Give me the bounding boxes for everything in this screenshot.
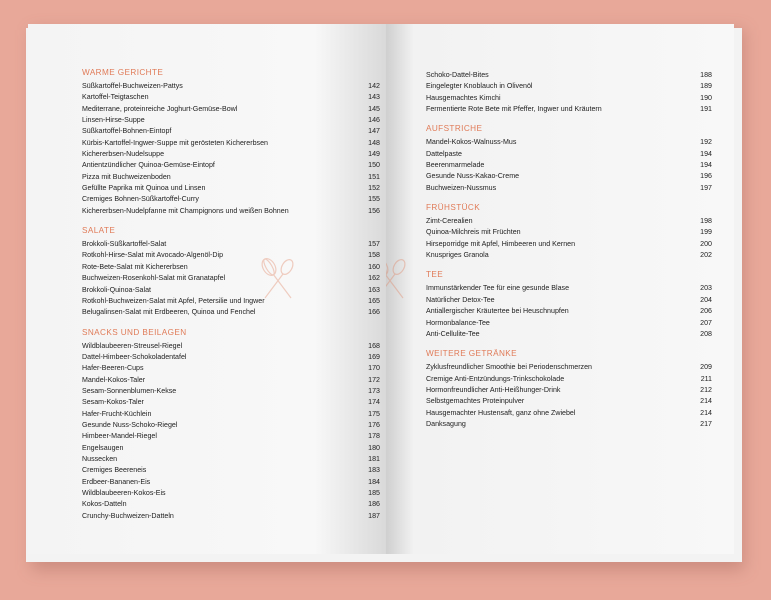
- toc-entry: [82, 409, 380, 420]
- toc-entry-title: Danksagung: [426, 419, 466, 428]
- toc-entry-title: Kichererbsen-Nudelsuppe: [82, 150, 165, 159]
- toc-entry-title: Rotkohl-Hirse-Salat mit Avocado-Algenöl-Dip: [82, 251, 224, 260]
- toc-entry-page-number: 189: [700, 82, 712, 91]
- toc-entry-title: Kokos-Datteln: [82, 500, 127, 509]
- toc-entry-page-number: 194: [700, 161, 712, 170]
- toc-entry: [82, 488, 380, 499]
- toc-entry-page-number: 191: [700, 105, 712, 114]
- toc-entry: [82, 296, 380, 307]
- toc-entry: [426, 239, 712, 250]
- toc-entry: [82, 115, 380, 126]
- toc-entry-page-number: 175: [368, 409, 380, 418]
- toc-entry-title: Sesam-Sonnenblumen-Kekse: [82, 386, 177, 395]
- toc-entry-title: Sesam-Kokos-Taler: [82, 398, 144, 407]
- toc-entry-title: Anti-Cellulite-Tee: [426, 329, 480, 338]
- toc-entry: [82, 262, 380, 273]
- toc-entry: [426, 283, 712, 294]
- toc-entry-page-number: 162: [368, 274, 380, 283]
- toc-entry-page-number: 190: [700, 93, 712, 102]
- toc-entry: [82, 81, 380, 92]
- toc-entry-page-number: 176: [368, 420, 380, 429]
- toc-entry: [82, 104, 380, 115]
- toc-entry-page-number: 181: [368, 454, 380, 463]
- toc-entry: [82, 363, 380, 374]
- toc-entry-title: Antiallergischer Kräutertee bei Heuschnupfen: [426, 307, 569, 316]
- toc-entry-title: Beerenmarmelade: [426, 161, 485, 170]
- toc-entry: [426, 70, 712, 81]
- left-page: [28, 24, 386, 554]
- section-heading: AUFSTRICHE: [426, 124, 483, 134]
- toc-entry-title: Cremiges Bohnen-Süßkartoffel-Curry: [82, 195, 199, 204]
- toc-entry: [426, 318, 712, 329]
- toc-entry-page-number: 188: [700, 71, 712, 79]
- toc-entry: [82, 126, 380, 137]
- toc-entry-title: Pizza mit Buchweizenboden: [82, 172, 171, 181]
- toc-entry: [82, 443, 380, 454]
- toc-entry: [82, 149, 380, 160]
- toc-entry-title: Rotkohl-Buchweizen-Salat mit Apfel, Petersilie und Ingwer: [82, 296, 265, 305]
- toc-entry-title: Hormonbalance-Tee: [426, 318, 490, 327]
- section-heading: TEE: [426, 270, 444, 280]
- toc-entry: [426, 171, 712, 182]
- toc-entry-title: Himbeer-Mandel-Riegel: [82, 432, 157, 441]
- toc-entry-page-number: 146: [368, 116, 380, 125]
- toc-entry: [426, 329, 712, 340]
- toc-entry-page-number: 166: [368, 308, 380, 317]
- toc-entry-page-number: 180: [368, 443, 380, 452]
- toc-entry-title: Gesunde Nuss-Schoko-Riegel: [82, 420, 178, 429]
- toc-entry-page-number: 184: [368, 477, 380, 486]
- toc-entry: [426, 227, 712, 238]
- whisk-spoon-ornament-icon: [386, 256, 412, 302]
- toc-entry-page-number: 150: [368, 161, 380, 170]
- toc-entry-title: Hormonfreundlicher Anti-Heißhunger-Drink: [426, 385, 561, 394]
- section-heading: WARME GERICHTE: [82, 68, 164, 77]
- toc-entry-title: Nussecken: [82, 454, 118, 463]
- toc-entry-page-number: 211: [700, 374, 712, 383]
- toc-entry-title: Quinoa-Milchreis mit Früchten: [426, 228, 521, 237]
- toc-entry: [82, 431, 380, 442]
- toc-entry-title: Hausgemachtes Kimchi: [426, 93, 501, 102]
- toc-entry-title: Hafer-Beeren-Cups: [82, 364, 144, 373]
- toc-entry-page-number: 147: [368, 127, 380, 136]
- toc-entry-page-number: 200: [700, 239, 712, 248]
- toc-entry: [82, 511, 380, 522]
- toc-entry-page-number: 202: [700, 251, 712, 260]
- toc-entry-page-number: 165: [368, 296, 380, 305]
- toc-entry: [426, 419, 712, 430]
- toc-entry: [82, 420, 380, 431]
- toc-entry-page-number: 217: [700, 419, 712, 428]
- toc-entry-title: Crunchy-Buchweizen-Datteln: [82, 511, 174, 520]
- toc-entry-title: Dattel-Himbeer-Schokoladentafel: [82, 352, 187, 361]
- toc-entry-title: Selbstgemachtes Proteinpulver: [426, 397, 525, 406]
- toc-entry-page-number: 197: [700, 183, 712, 192]
- toc-entry-page-number: 214: [700, 408, 712, 417]
- toc-entry: [426, 362, 712, 373]
- toc-entry: [82, 273, 380, 284]
- toc-entry-page-number: 212: [700, 385, 712, 394]
- section-heading: WEITERE GETRÄNKE: [426, 349, 518, 359]
- toc-entry: [426, 216, 712, 227]
- toc-entry-page-number: 178: [368, 432, 380, 441]
- toc-entry-page-number: 196: [700, 172, 712, 181]
- toc-entry: [82, 454, 380, 465]
- toc-entry-title: Hafer-Frucht-Küchlein: [82, 409, 152, 418]
- toc-entry-title: Kartoffel-Teigtaschen: [82, 93, 149, 102]
- toc-entry: [426, 81, 712, 92]
- toc-entry-title: Gesunde Nuss-Kakao-Creme: [426, 172, 520, 181]
- toc-entry: [82, 375, 380, 386]
- toc-entry-title: Rote-Bete-Salat mit Kichererbsen: [82, 262, 188, 271]
- toc-entry: [426, 385, 712, 396]
- toc-entry-title: Cremiges Beereneis: [82, 466, 147, 475]
- toc-entry: [82, 183, 380, 194]
- toc-entry-page-number: 155: [368, 195, 380, 204]
- toc-entry-title: Antientzündlicher Quinoa-Gemüse-Eintopf: [82, 161, 215, 170]
- toc-entry-title: Kürbis-Kartoffel-Ingwer-Suppe mit gerösteten Kichererbsen: [82, 138, 268, 147]
- toc-entry: [426, 250, 712, 261]
- toc-entry-title: Natürlicher Detox-Tee: [426, 295, 495, 304]
- toc-entry-title: Mandel-Kokos-Taler: [82, 375, 146, 384]
- toc-entry-title: Brokkoli-Süßkartoffel-Salat: [82, 240, 167, 249]
- toc-entry-title: Mandel-Kokos-Walnuss-Mus: [426, 138, 517, 147]
- toc-entry-title: Wildblaubeeren-Streusel-Riegel: [82, 341, 183, 350]
- toc-entry-page-number: 172: [368, 375, 380, 384]
- toc-entry-page-number: 186: [368, 500, 380, 509]
- toc-entry: [426, 104, 712, 115]
- whisk-spoon-ornament-icon: [256, 256, 300, 302]
- toc-entry-title: Belugalinsen-Salat mit Erdbeeren, Quinoa und Fenchel: [82, 308, 256, 317]
- toc-entry: [82, 172, 380, 183]
- toc-entry-title: Dattelpaste: [426, 149, 462, 158]
- toc-entry-page-number: 157: [368, 240, 380, 249]
- toc-entry-title: Engelsaugen: [82, 443, 124, 452]
- toc-entry: [82, 386, 380, 397]
- toc-entry-title: Zyklusfreundlicher Smoothie bei Periodenschmerzen: [426, 363, 592, 372]
- toc-entry: [82, 352, 380, 363]
- toc-entry-title: Cremige Anti-Entzündungs-Trinkschokolade: [426, 374, 565, 383]
- toc-entry-title: Erdbeer-Bananen-Eis: [82, 477, 151, 486]
- toc-entry: [82, 341, 380, 352]
- toc-entry: [426, 408, 712, 419]
- toc-entry: [426, 160, 712, 171]
- toc-entry-page-number: 199: [700, 228, 712, 237]
- toc-entry-page-number: 163: [368, 285, 380, 294]
- toc-entry-page-number: 185: [368, 489, 380, 497]
- toc-entry-title: Zimt-Cerealien: [426, 217, 473, 226]
- toc-entry-page-number: 143: [368, 93, 380, 102]
- toc-entry-title: Knuspriges Granola: [426, 251, 489, 260]
- toc-entry-page-number: 145: [368, 104, 380, 113]
- toc-entry-page-number: 156: [368, 206, 380, 215]
- section-heading: SNACKS UND BEILAGEN: [82, 327, 187, 337]
- toc-entry-title: Süßkartoffel-Buchweizen-Pattys: [82, 82, 183, 90]
- toc-entry-title: Hirseporridge mit Apfel, Himbeeren und Kernen: [426, 239, 576, 248]
- toc-entry-page-number: 169: [368, 352, 380, 361]
- toc-entry-title: Wildblaubeeren-Kokos-Eis: [82, 489, 166, 497]
- toc-entry: [426, 295, 712, 306]
- toc-entry-page-number: 208: [700, 329, 712, 338]
- toc-entry-page-number: 170: [368, 364, 380, 373]
- toc-entry: [82, 477, 380, 488]
- toc-entry-page-number: 194: [700, 149, 712, 158]
- toc-entry: [82, 250, 380, 261]
- toc-entry: [426, 149, 712, 160]
- toc-entry: [82, 239, 380, 250]
- toc-entry-title: Eingelegter Knoblauch in Olivenöl: [426, 82, 533, 91]
- toc-entry: [82, 138, 380, 149]
- toc-entry-title: Hausgemachter Hustensaft, ganz ohne Zwiebel: [426, 408, 576, 417]
- toc-entry: [426, 93, 712, 104]
- toc-entry-page-number: 149: [368, 150, 380, 159]
- toc-entry-page-number: 160: [368, 262, 380, 271]
- toc-entry-title: Gefüllte Paprika mit Quinoa und Linsen: [82, 184, 206, 193]
- toc-entry-page-number: 192: [700, 138, 712, 147]
- toc-entry-title: Linsen-Hirse-Suppe: [82, 116, 145, 125]
- toc-entry: [426, 137, 712, 148]
- toc-entry-page-number: 183: [368, 466, 380, 475]
- toc-entry: [426, 183, 712, 194]
- toc-entry-page-number: 158: [368, 251, 380, 260]
- toc-entry: [82, 194, 380, 205]
- toc-entry: [82, 307, 380, 318]
- toc-entry-page-number: 168: [368, 341, 380, 350]
- toc-entry: [82, 285, 380, 296]
- toc-entry-title: Mediterrane, proteinreiche Joghurt-Gemüse-Bowl: [82, 104, 238, 113]
- toc-entry-title: Süßkartoffel-Bohnen-Eintopf: [82, 127, 172, 136]
- toc-entry-title: Buchweizen-Nussmus: [426, 183, 497, 192]
- toc-entry: [82, 206, 380, 217]
- toc-entry: [82, 160, 380, 171]
- section-heading: FRÜHSTÜCK: [426, 203, 481, 213]
- toc-entry: [426, 374, 712, 385]
- toc-entry-page-number: 148: [368, 138, 380, 147]
- toc-entry-title: Buchweizen-Rosenkohl-Salat mit Granatapfel: [82, 274, 226, 283]
- toc-entry-page-number: 198: [700, 217, 712, 226]
- toc-entry-page-number: 204: [700, 295, 712, 304]
- toc-entry-page-number: 187: [368, 511, 380, 520]
- toc-entry-page-number: 152: [368, 184, 380, 193]
- toc-entry-page-number: 214: [700, 397, 712, 406]
- toc-entry: [82, 92, 380, 103]
- toc-entry-page-number: 174: [368, 398, 380, 407]
- right-contents-column: [426, 70, 712, 430]
- toc-entry-title: Fermentierte Rote Bete mit Pfeffer, Ingwer und Kräutern: [426, 105, 602, 114]
- toc-entry-page-number: 207: [700, 318, 712, 327]
- toc-entry-page-number: 203: [700, 284, 712, 293]
- toc-entry: [82, 499, 380, 510]
- toc-entry-title: Kichererbsen-Nudelpfanne mit Champignons und weißen Bohnen: [82, 206, 289, 215]
- toc-entry-page-number: 209: [700, 363, 712, 372]
- toc-entry-title: Schoko-Dattel-Bites: [426, 71, 489, 79]
- left-contents-column: [82, 68, 380, 522]
- right-page: [386, 24, 734, 554]
- toc-entry-title: Brokkoli-Quinoa-Salat: [82, 285, 151, 294]
- section-heading: SALATE: [82, 226, 116, 236]
- toc-entry: [426, 306, 712, 317]
- toc-entry: [426, 396, 712, 407]
- toc-entry: [82, 397, 380, 408]
- toc-entry-page-number: 151: [368, 172, 380, 181]
- toc-entry-page-number: 206: [700, 307, 712, 316]
- toc-entry-title: Immunstärkender Tee für eine gesunde Blase: [426, 284, 570, 293]
- toc-entry-page-number: 173: [368, 386, 380, 395]
- toc-entry: [82, 465, 380, 476]
- toc-entry-page-number: 142: [368, 82, 380, 90]
